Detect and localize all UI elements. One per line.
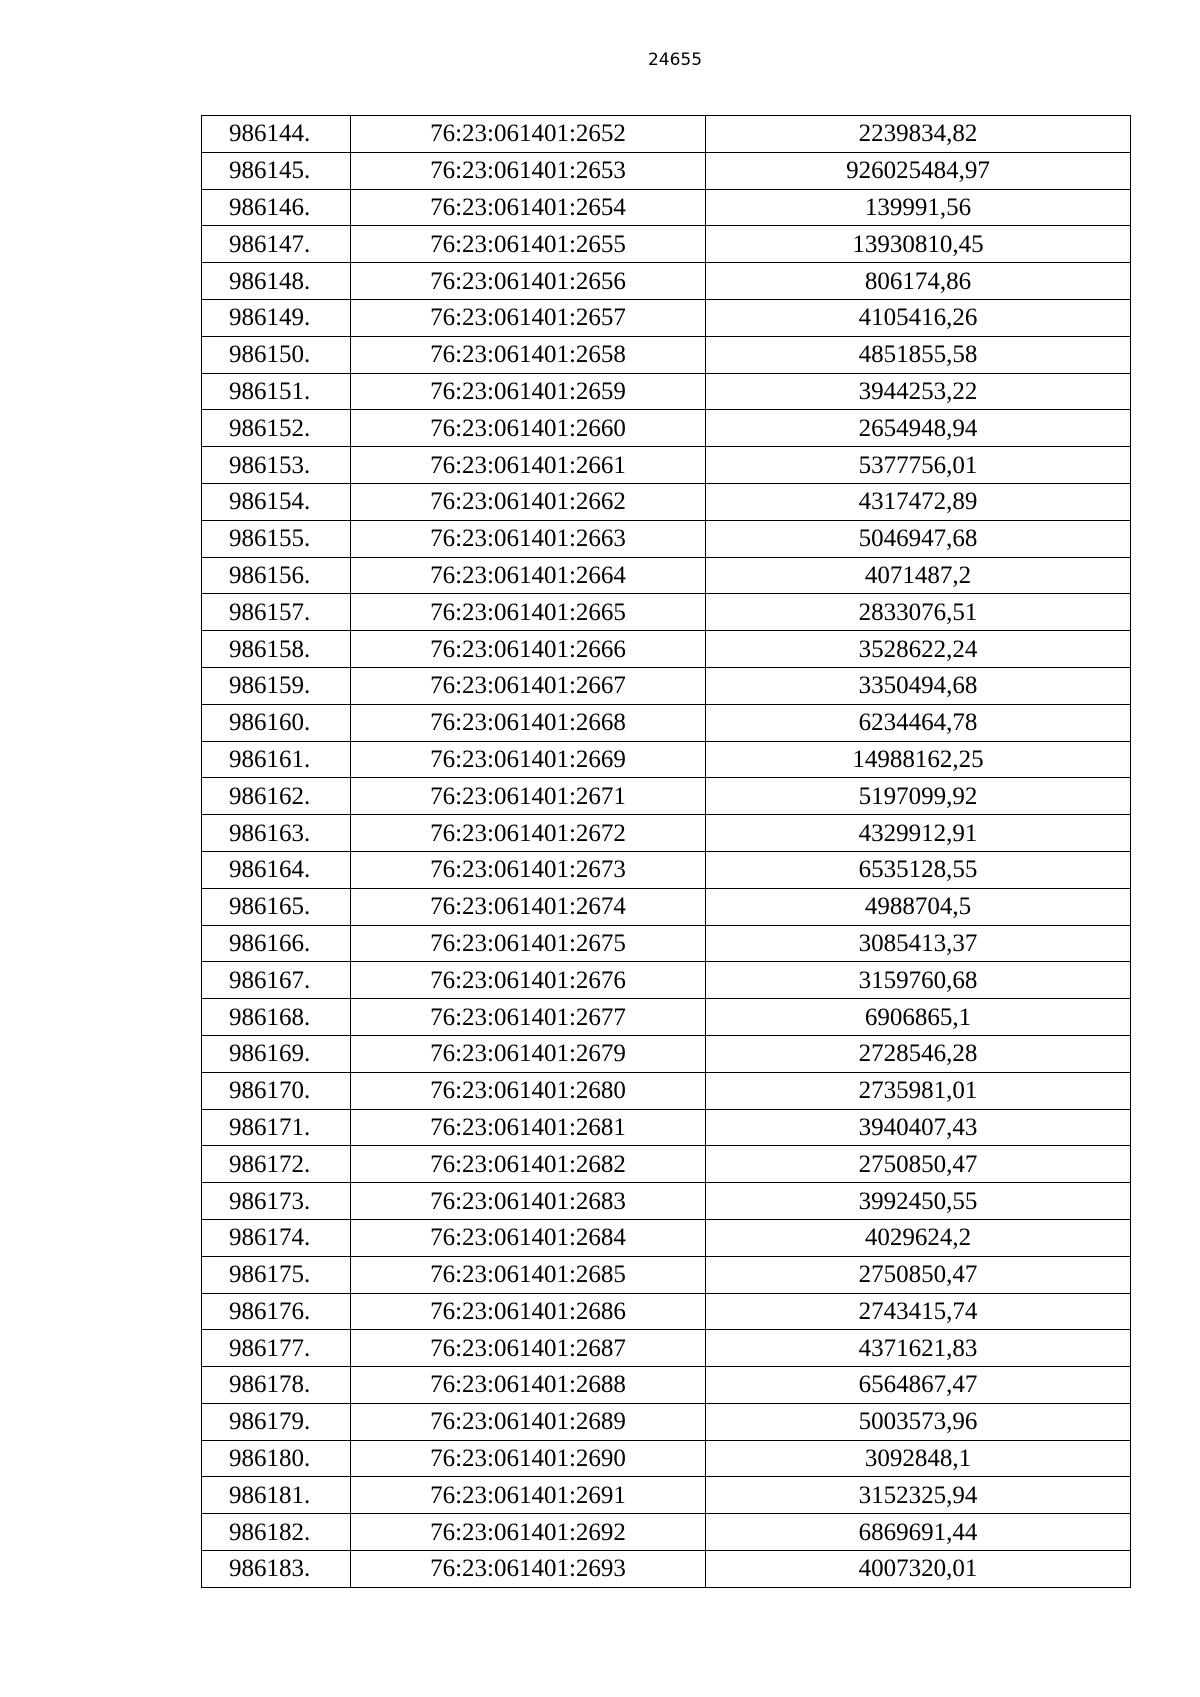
value-cell: 806174,86 <box>706 263 1131 300</box>
cadastral-number-cell: 76:23:061401:2680 <box>351 1072 706 1109</box>
table-row <box>202 1514 1131 1551</box>
cadastral-number-cell: 76:23:061401:2664 <box>351 557 706 594</box>
cadastral-number-cell: 76:23:061401:2693 <box>351 1551 706 1588</box>
table-row <box>202 925 1131 962</box>
table-row <box>202 520 1131 557</box>
row-number-cell: 986148. <box>202 263 351 300</box>
table-row <box>202 116 1131 153</box>
table-row <box>202 851 1131 888</box>
cadastral-number-cell: 76:23:061401:2656 <box>351 263 706 300</box>
cadastral-number-cell: 76:23:061401:2690 <box>351 1440 706 1477</box>
value-cell: 3992450,55 <box>706 1183 1131 1220</box>
cadastral-number-cell: 76:23:061401:2654 <box>351 189 706 226</box>
cadastral-number-cell: 76:23:061401:2689 <box>351 1403 706 1440</box>
table-row <box>202 962 1131 999</box>
cadastral-number-cell: 76:23:061401:2681 <box>351 1109 706 1146</box>
value-cell: 3085413,37 <box>706 925 1131 962</box>
row-number-cell: 986146. <box>202 189 351 226</box>
cadastral-number-cell: 76:23:061401:2653 <box>351 152 706 189</box>
row-number-cell: 986163. <box>202 815 351 852</box>
row-number-cell: 986180. <box>202 1440 351 1477</box>
cadastral-number-cell: 76:23:061401:2684 <box>351 1219 706 1256</box>
value-cell: 3944253,22 <box>706 373 1131 410</box>
row-number-cell: 986155. <box>202 520 351 557</box>
row-number-cell: 986150. <box>202 336 351 373</box>
table-row <box>202 226 1131 263</box>
value-cell: 2239834,82 <box>706 116 1131 153</box>
cadastral-number-cell: 76:23:061401:2658 <box>351 336 706 373</box>
row-number-cell: 986168. <box>202 999 351 1036</box>
value-cell: 14988162,25 <box>706 741 1131 778</box>
row-number-cell: 986153. <box>202 447 351 484</box>
row-number-cell: 986145. <box>202 152 351 189</box>
table-row <box>202 1477 1131 1514</box>
row-number-cell: 986160. <box>202 704 351 741</box>
value-cell: 139991,56 <box>706 189 1131 226</box>
cadastral-number-cell: 76:23:061401:2672 <box>351 815 706 852</box>
table-row <box>202 1146 1131 1183</box>
cadastral-number-cell: 76:23:061401:2662 <box>351 483 706 520</box>
cadastral-number-cell: 76:23:061401:2687 <box>351 1330 706 1367</box>
table-row <box>202 1256 1131 1293</box>
row-number-cell: 986183. <box>202 1551 351 1588</box>
row-number-cell: 986175. <box>202 1256 351 1293</box>
row-number-cell: 986154. <box>202 483 351 520</box>
row-number-cell: 986164. <box>202 851 351 888</box>
table-row <box>202 152 1131 189</box>
row-number-cell: 986182. <box>202 1514 351 1551</box>
value-cell: 4029624,2 <box>706 1219 1131 1256</box>
cadastral-number-cell: 76:23:061401:2671 <box>351 778 706 815</box>
row-number-cell: 986151. <box>202 373 351 410</box>
row-number-cell: 986165. <box>202 888 351 925</box>
value-cell: 5197099,92 <box>706 778 1131 815</box>
value-cell: 5046947,68 <box>706 520 1131 557</box>
row-number-cell: 986173. <box>202 1183 351 1220</box>
table-row <box>202 815 1131 852</box>
cadastral-number-cell: 76:23:061401:2655 <box>351 226 706 263</box>
value-cell: 3528622,24 <box>706 631 1131 668</box>
row-number-cell: 986181. <box>202 1477 351 1514</box>
value-cell: 926025484,97 <box>706 152 1131 189</box>
value-cell: 2735981,01 <box>706 1072 1131 1109</box>
cadastral-number-cell: 76:23:061401:2661 <box>351 447 706 484</box>
value-cell: 3350494,68 <box>706 667 1131 704</box>
value-cell: 13930810,45 <box>706 226 1131 263</box>
table-row <box>202 1403 1131 1440</box>
cadastral-number-cell: 76:23:061401:2674 <box>351 888 706 925</box>
table-row <box>202 557 1131 594</box>
cadastral-number-cell: 76:23:061401:2663 <box>351 520 706 557</box>
cadastral-number-cell: 76:23:061401:2686 <box>351 1293 706 1330</box>
table-row <box>202 1219 1131 1256</box>
value-cell: 4988704,5 <box>706 888 1131 925</box>
row-number-cell: 986161. <box>202 741 351 778</box>
table-row <box>202 1293 1131 1330</box>
table-row <box>202 888 1131 925</box>
table-row <box>202 189 1131 226</box>
table-row <box>202 1035 1131 1072</box>
table-row <box>202 778 1131 815</box>
row-number-cell: 986177. <box>202 1330 351 1367</box>
table-row <box>202 704 1131 741</box>
value-cell: 5377756,01 <box>706 447 1131 484</box>
value-cell: 4071487,2 <box>706 557 1131 594</box>
row-number-cell: 986157. <box>202 594 351 631</box>
row-number-cell: 986179. <box>202 1403 351 1440</box>
row-number-cell: 986162. <box>202 778 351 815</box>
cadastral-value-table <box>201 115 1131 1588</box>
table-row <box>202 667 1131 704</box>
value-cell: 6906865,1 <box>706 999 1131 1036</box>
row-number-cell: 986147. <box>202 226 351 263</box>
table-row <box>202 1072 1131 1109</box>
table-row <box>202 373 1131 410</box>
cadastral-number-cell: 76:23:061401:2660 <box>351 410 706 447</box>
table-row <box>202 263 1131 300</box>
value-cell: 3152325,94 <box>706 1477 1131 1514</box>
table-body <box>202 116 1131 1588</box>
table-row <box>202 594 1131 631</box>
value-cell: 2750850,47 <box>706 1146 1131 1183</box>
table-row <box>202 410 1131 447</box>
cadastral-number-cell: 76:23:061401:2652 <box>351 116 706 153</box>
row-number-cell: 986159. <box>202 667 351 704</box>
row-number-cell: 986167. <box>202 962 351 999</box>
row-number-cell: 986156. <box>202 557 351 594</box>
table-row <box>202 999 1131 1036</box>
value-cell: 3940407,43 <box>706 1109 1131 1146</box>
table-row <box>202 483 1131 520</box>
table-row <box>202 1440 1131 1477</box>
value-cell: 4371621,83 <box>706 1330 1131 1367</box>
cadastral-number-cell: 76:23:061401:2683 <box>351 1183 706 1220</box>
cadastral-number-cell: 76:23:061401:2685 <box>351 1256 706 1293</box>
table-row <box>202 336 1131 373</box>
value-cell: 4007320,01 <box>706 1551 1131 1588</box>
table-row <box>202 1551 1131 1588</box>
value-cell: 3159760,68 <box>706 962 1131 999</box>
cadastral-number-cell: 76:23:061401:2659 <box>351 373 706 410</box>
row-number-cell: 986171. <box>202 1109 351 1146</box>
table-row <box>202 299 1131 336</box>
value-cell: 3092848,1 <box>706 1440 1131 1477</box>
value-cell: 4105416,26 <box>706 299 1131 336</box>
cadastral-number-cell: 76:23:061401:2688 <box>351 1367 706 1404</box>
value-cell: 2743415,74 <box>706 1293 1131 1330</box>
row-number-cell: 986149. <box>202 299 351 336</box>
cadastral-number-cell: 76:23:061401:2679 <box>351 1035 706 1072</box>
row-number-cell: 986166. <box>202 925 351 962</box>
cadastral-number-cell: 76:23:061401:2669 <box>351 741 706 778</box>
row-number-cell: 986144. <box>202 116 351 153</box>
cadastral-number-cell: 76:23:061401:2667 <box>351 667 706 704</box>
cadastral-number-cell: 76:23:061401:2677 <box>351 999 706 1036</box>
value-cell: 2833076,51 <box>706 594 1131 631</box>
value-cell: 6234464,78 <box>706 704 1131 741</box>
row-number-cell: 986169. <box>202 1035 351 1072</box>
cadastral-number-cell: 76:23:061401:2665 <box>351 594 706 631</box>
cadastral-number-cell: 76:23:061401:2675 <box>351 925 706 962</box>
cadastral-number-cell: 76:23:061401:2682 <box>351 1146 706 1183</box>
value-cell: 2750850,47 <box>706 1256 1131 1293</box>
value-cell: 6869691,44 <box>706 1514 1131 1551</box>
row-number-cell: 986152. <box>202 410 351 447</box>
table-row <box>202 631 1131 668</box>
page-number: 24655 <box>647 50 703 70</box>
value-cell: 5003573,96 <box>706 1403 1131 1440</box>
value-cell: 6564867,47 <box>706 1367 1131 1404</box>
value-cell: 4317472,89 <box>706 483 1131 520</box>
table-row <box>202 741 1131 778</box>
table-row <box>202 1183 1131 1220</box>
cadastral-number-cell: 76:23:061401:2691 <box>351 1477 706 1514</box>
row-number-cell: 986178. <box>202 1367 351 1404</box>
value-cell: 4851855,58 <box>706 336 1131 373</box>
cadastral-number-cell: 76:23:061401:2692 <box>351 1514 706 1551</box>
value-cell: 6535128,55 <box>706 851 1131 888</box>
cadastral-number-cell: 76:23:061401:2657 <box>351 299 706 336</box>
row-number-cell: 986174. <box>202 1219 351 1256</box>
value-cell: 2654948,94 <box>706 410 1131 447</box>
cadastral-number-cell: 76:23:061401:2673 <box>351 851 706 888</box>
row-number-cell: 986158. <box>202 631 351 668</box>
table-row <box>202 447 1131 484</box>
cadastral-number-cell: 76:23:061401:2668 <box>351 704 706 741</box>
row-number-cell: 986172. <box>202 1146 351 1183</box>
row-number-cell: 986170. <box>202 1072 351 1109</box>
value-cell: 2728546,28 <box>706 1035 1131 1072</box>
cadastral-number-cell: 76:23:061401:2666 <box>351 631 706 668</box>
cadastral-number-cell: 76:23:061401:2676 <box>351 962 706 999</box>
value-cell: 4329912,91 <box>706 815 1131 852</box>
table-row <box>202 1367 1131 1404</box>
row-number-cell: 986176. <box>202 1293 351 1330</box>
table-row <box>202 1330 1131 1367</box>
table-row <box>202 1109 1131 1146</box>
